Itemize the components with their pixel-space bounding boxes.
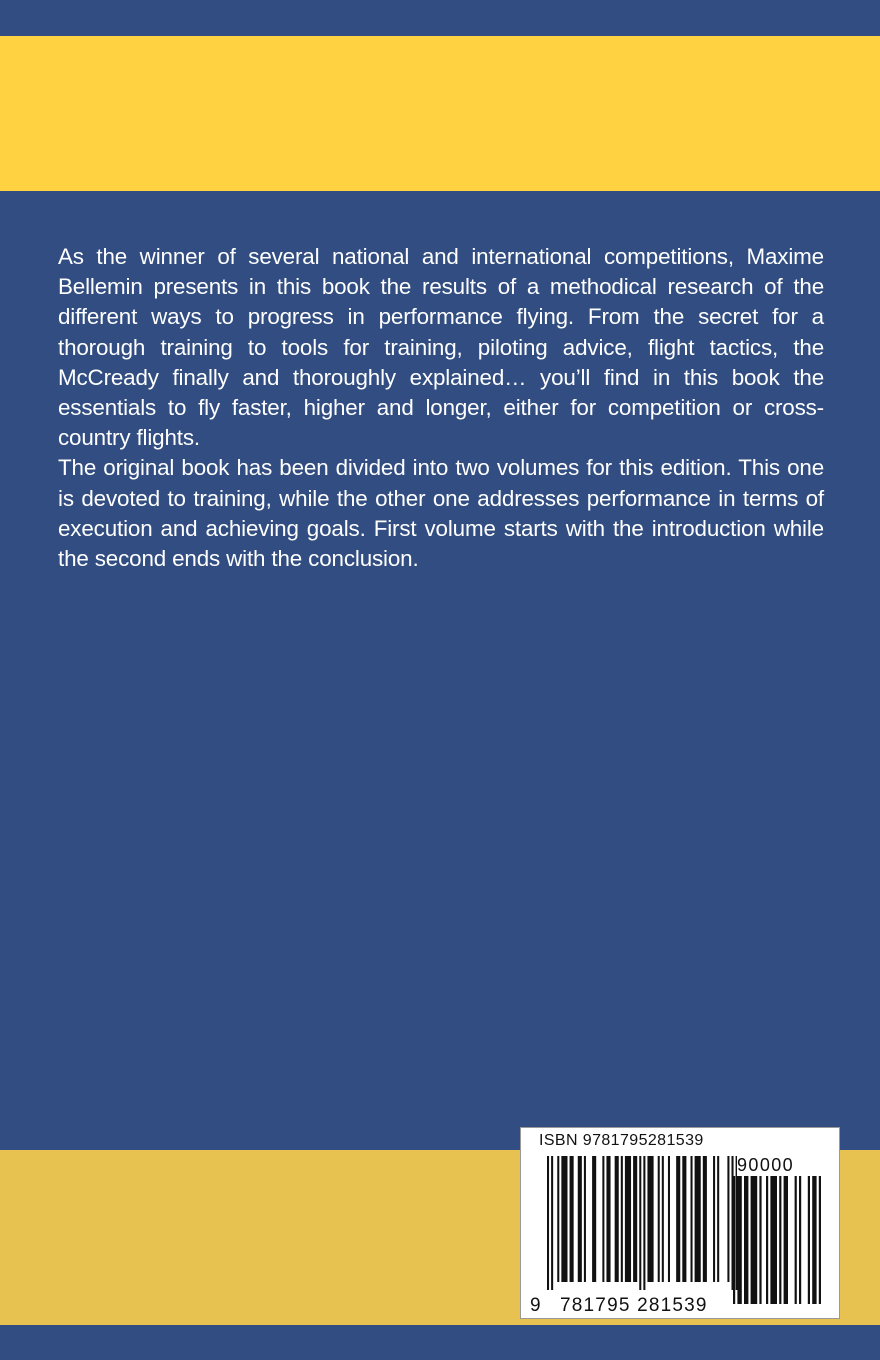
barcode-bar — [668, 1156, 670, 1282]
barcode-bar — [759, 1176, 761, 1304]
barcode-bar — [658, 1156, 660, 1282]
barcode-addon-digits: 90000 — [737, 1155, 795, 1175]
barcode-bar — [578, 1156, 582, 1282]
barcode-bar — [606, 1156, 610, 1282]
barcode-bar — [733, 1176, 735, 1304]
barcode-digits: 781795 281539 — [560, 1295, 708, 1316]
barcode-bar — [703, 1156, 707, 1282]
back-cover-blurb — [58, 242, 824, 574]
barcode-bars — [547, 1156, 743, 1290]
barcode-bar — [812, 1176, 816, 1304]
blurb-paragraph-1: As the winner of several national and international competitions, Maxime Bellemin presents in this book the results of a methodical research of the different ways to progress in performance flying. From the secret for a thorough training to tools for training, piloting advice, flight tactics, the McCready finally and thoroughly explained… you’ll find in this book the essentials to fly faster, higher and longer, either for competition or cross-country flights. — [58, 244, 824, 451]
blurb-paragraph-2: The original book has been divided into two volumes for this edition. This one is devoted to training, while the other one addresses performance in terms of execution and achieving goals. First volume starts with the introduction while the second ends with the conclusion. — [58, 455, 824, 572]
barcode-bar — [784, 1176, 788, 1304]
barcode-bar — [551, 1156, 553, 1290]
barcode-bar — [717, 1156, 719, 1282]
barcode-bar — [737, 1176, 741, 1304]
barcode-bar — [662, 1156, 664, 1282]
barcode-bar — [744, 1176, 748, 1304]
barcode-bar — [643, 1156, 645, 1290]
barcode-bar — [819, 1176, 821, 1304]
barcode-bar — [625, 1156, 631, 1282]
barcode-bar — [727, 1156, 729, 1282]
barcode-bar — [695, 1156, 701, 1282]
barcode-bar — [592, 1156, 596, 1282]
barcode-bar — [547, 1156, 549, 1290]
barcode-bar — [633, 1156, 637, 1282]
barcode-bar — [676, 1156, 680, 1282]
barcode-bar — [557, 1156, 559, 1282]
barcode-bar — [766, 1176, 768, 1304]
top-yellow-band — [0, 36, 880, 191]
barcode-bar — [799, 1176, 801, 1304]
barcode-bar — [639, 1156, 641, 1290]
barcode-bar — [615, 1156, 619, 1282]
barcode-addon-bars — [733, 1176, 825, 1314]
barcode-bar — [770, 1176, 777, 1304]
barcode-bar — [647, 1156, 653, 1282]
barcode-bar — [751, 1176, 758, 1304]
barcode-bar — [682, 1156, 686, 1282]
barcode-bar — [713, 1156, 715, 1282]
barcode-bar — [779, 1176, 781, 1304]
barcode-bar — [602, 1156, 604, 1282]
isbn-barcode — [520, 1127, 840, 1319]
barcode-bar — [808, 1176, 810, 1304]
barcode-bar — [621, 1156, 623, 1282]
barcode-bar — [570, 1156, 574, 1282]
barcode-first-digit: 9 — [530, 1295, 541, 1316]
isbn-label: ISBN 9781795281539 — [539, 1132, 704, 1149]
barcode-bar — [561, 1156, 567, 1282]
barcode-bar — [795, 1176, 797, 1304]
barcode-bar — [584, 1156, 586, 1282]
barcode-bar — [691, 1156, 693, 1282]
